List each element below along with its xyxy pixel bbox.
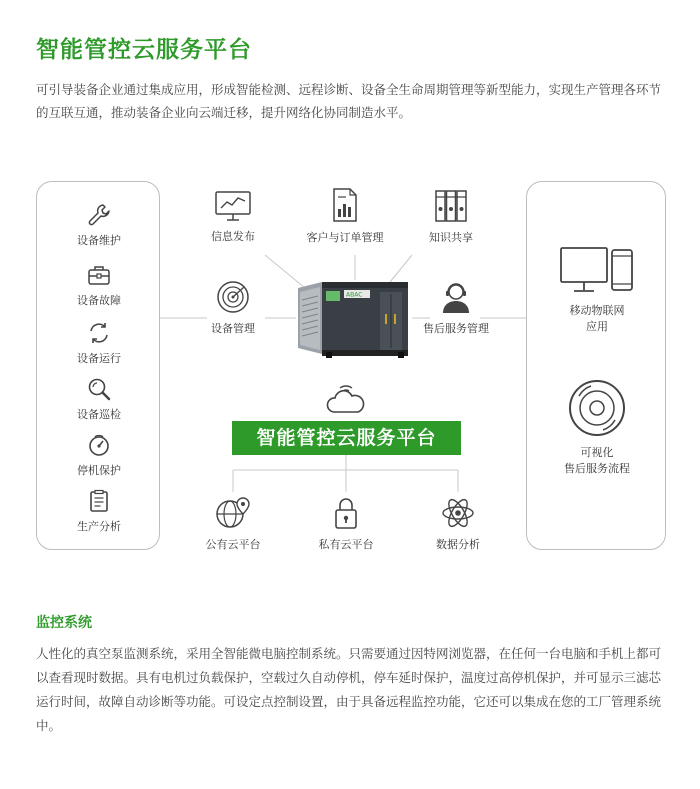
- radar-icon: [216, 280, 250, 314]
- left-item-maintenance: [37, 202, 161, 248]
- node-after-sales-management: [416, 280, 496, 336]
- right-panel: [526, 181, 666, 550]
- cycle-icon: [86, 320, 112, 346]
- right-item-label-line2: 售后服务流程: [564, 462, 630, 475]
- node-customer-order: [298, 187, 392, 245]
- section-body: 人性化的真空泵监测系统，采用全智能微电脑控制系统。只需要通过因特网浏览器，在任何一台电脑和手机上都可以查看现时数据。具有电机过负载保护，空载过久自动停机，停车延时保护，温度过高停机保护，并可显示三滤芯运行时间，故障自动诊断等功能。可设定点控制设置，由于具备远程监控功能，它还可以集成在您的工厂管理系统中。: [36, 646, 662, 733]
- section-title: 监控系统: [36, 615, 92, 631]
- disc-icon: [567, 378, 627, 438]
- left-item-label: 设备运行: [77, 352, 121, 365]
- wrench-icon: [86, 202, 112, 228]
- node-label: 客户与订单管理: [306, 231, 384, 244]
- binders-icon: [434, 187, 468, 223]
- platform-banner: 智能管控云服务平台: [232, 421, 461, 455]
- toolbox-icon: [86, 262, 112, 288]
- headset-agent-icon: [439, 280, 473, 314]
- node-data-analysis: [425, 496, 491, 552]
- left-item-fault: [37, 262, 161, 308]
- devices-icon: [557, 244, 637, 296]
- right-item-mobile-iot: [527, 244, 667, 334]
- node-knowledge-share: [420, 187, 482, 245]
- node-info-release: [202, 190, 264, 244]
- node-label: 数据分析: [436, 538, 480, 551]
- page-title: 智能管控云服务平台: [36, 37, 252, 63]
- right-item-label-line1: 可视化: [580, 446, 614, 459]
- globe-pin-icon: [215, 496, 251, 530]
- atom-icon: [441, 496, 475, 530]
- right-item-label-line2: 应用: [586, 320, 608, 333]
- node-label: 信息发布: [211, 230, 255, 243]
- gauge-icon: [86, 432, 112, 458]
- air-compressor-image: [294, 278, 414, 360]
- left-item-running: [37, 320, 161, 366]
- left-item-shutdown-protection: [37, 432, 161, 478]
- left-item-label: 生产分析: [77, 520, 121, 533]
- document-chart-icon: [331, 187, 359, 223]
- node-label: 售后服务管理: [423, 322, 489, 335]
- cloud-wifi-icon: [326, 380, 366, 416]
- left-item-label: 停机保护: [77, 464, 121, 477]
- node-label: 公有云平台: [205, 538, 261, 551]
- left-item-production-analysis: [37, 488, 161, 534]
- left-item-label: 设备巡检: [77, 408, 121, 421]
- node-public-cloud: [200, 496, 266, 552]
- monitor-chart-icon: [214, 190, 252, 222]
- left-item-inspection: [37, 376, 161, 422]
- right-item-visual-after-sales: [527, 378, 667, 476]
- node-private-cloud: [313, 496, 379, 552]
- magnifier-icon: [86, 376, 112, 402]
- node-equipment-management: [202, 280, 264, 336]
- machine-brand: ABAC: [346, 291, 363, 299]
- left-item-label: 设备维护: [77, 234, 121, 247]
- intro-paragraph: 可引导装备企业通过集成应用，形成智能检测、远程诊断、设备全生命周期管理等新型能力，实现生产管理各环节的互联互通，推动装备企业向云端迁移，提升网络化协同制造水平。: [36, 82, 662, 120]
- left-panel: [36, 181, 160, 550]
- lock-icon: [334, 496, 358, 530]
- node-label: 设备管理: [211, 322, 255, 335]
- left-item-label: 设备故障: [77, 294, 121, 307]
- clipboard-icon: [86, 488, 112, 514]
- node-label: 私有云平台: [318, 538, 374, 551]
- node-label: 知识共享: [429, 231, 473, 244]
- right-item-label-line1: 移动物联网: [569, 304, 625, 317]
